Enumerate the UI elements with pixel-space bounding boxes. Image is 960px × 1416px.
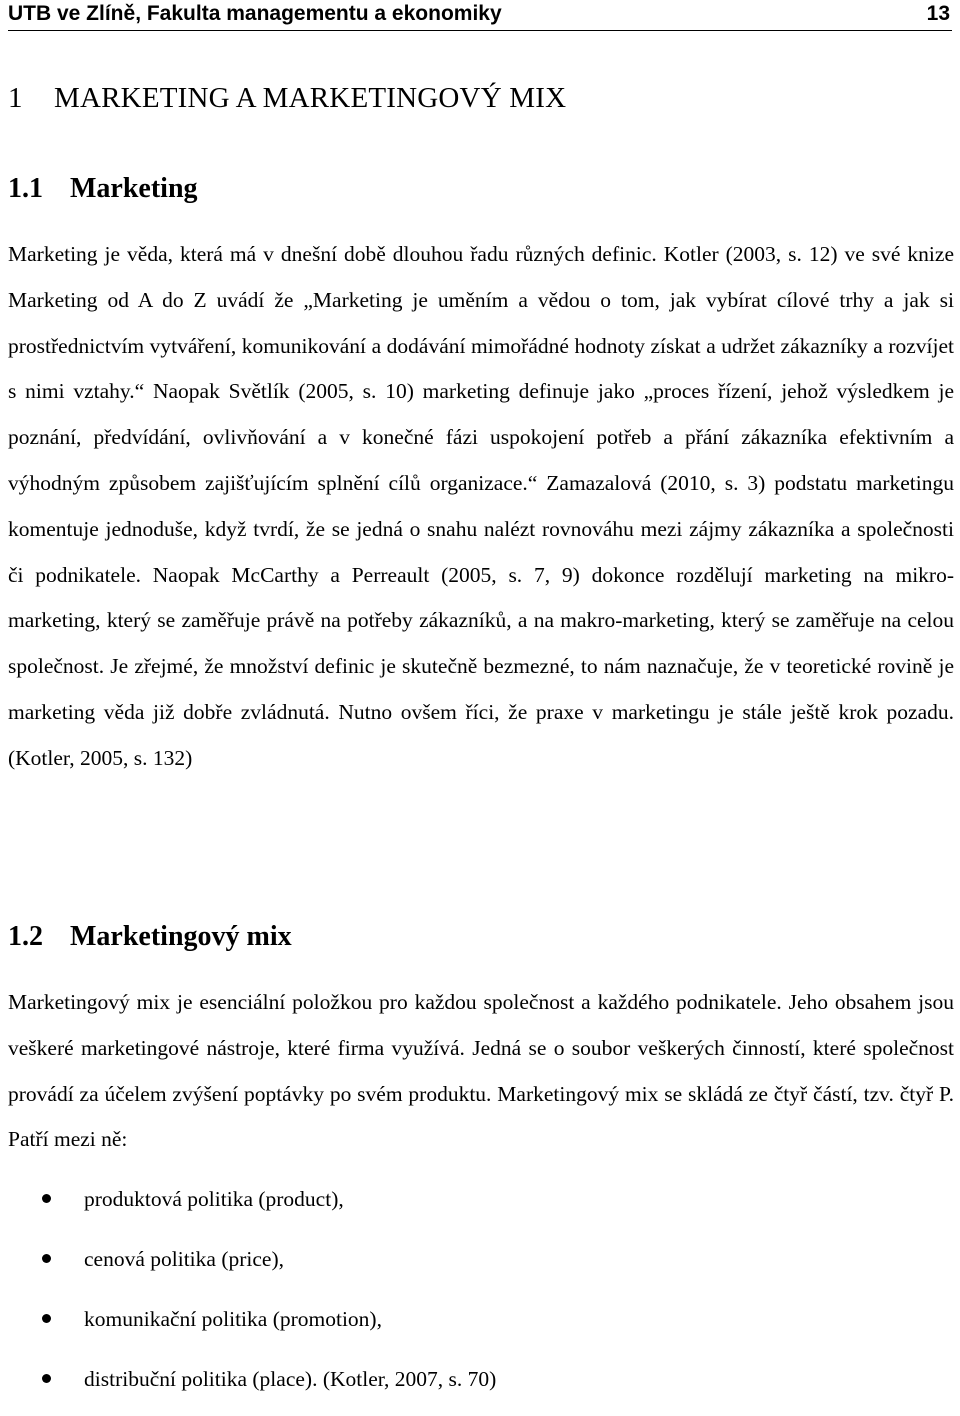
four-p-list bbox=[8, 1176, 496, 1416]
running-header bbox=[8, 0, 952, 31]
bullet-icon bbox=[42, 1194, 51, 1203]
section-number-1-2: 1.2 bbox=[8, 921, 43, 952]
header-institution: UTB ve Zlíně, Fakulta managementu a ekonomiky bbox=[8, 2, 502, 25]
chapter-title: MARKETING A MARKETINGOVÝ MIX bbox=[54, 82, 567, 114]
list-item bbox=[8, 1176, 496, 1236]
chapter-heading bbox=[8, 80, 566, 116]
bullet-icon bbox=[42, 1374, 51, 1383]
list-item bbox=[8, 1296, 496, 1356]
list-item-text: distribuční politika (place). (Kotler, 2007, s. 70) bbox=[84, 1367, 497, 1391]
list-item-text: produktová politika (product), bbox=[84, 1187, 344, 1211]
chapter-number: 1 bbox=[8, 82, 23, 114]
section-title-1-1: Marketing bbox=[70, 173, 198, 204]
list-item-text: komunikační politika (promotion), bbox=[84, 1307, 382, 1331]
list-item-text: cenová politika (price), bbox=[84, 1247, 284, 1271]
paragraph-marketing: Marketing je věda, která má v dnešní době dlouhou řadu různých definic. Kotler (2003, s. 12) ve své knize Marketing od A do Z uvádí že „Marketing je uměním a vědou o tom, jak vybírat cílové trhy a jak si prostřednictvím vytváření, komunikování a dodávání mimořádné hodnoty získat a udržet zákazníky a rozvíjet s nimi vztahy.“ Naopak Světlík (2005, s. 10) marketing definuje jako „proces řízení, jehož výsledkem je poznání, předvídání, ovlivňování a v konečné fázi uspokojení potřeb a přání zákazníka efektivním a výhodným způsobem zajišťujícím splnění cílů organizace.“ Zamazalová (2010, s. 3) podstatu marketingu komentuje jednoduše, když tvrdí, že se jedná o snahu nalézt rovnováhu mezi zájmy zákazníka a společnosti či podnikatele. Naopak McCarthy a Perreault (2005, s. 7, 9) dokonce rozdělují marketing na mikro-marketing, který se zaměřuje právě na potřeby zákazníků, a na makro-marketing, který se zaměřuje na celou společnost. Je zřejmé, že množství definic je skutečně bezmezné, to nám naznačuje, že v teoretické rovině je marketing věda již dobře zvládnutá. Nutno ovšem říci, že praxe v marketingu je stále ještě krok pozadu. (Kotler, 2005, s. 132) bbox=[8, 242, 954, 770]
paragraph-marketing-mix: Marketingový mix je esenciální položkou pro každou společnost a každého podnikatele. Jeho obsahem jsou veškeré marketingové nástroje, které firma využívá. Jedná se o soubor veškerých činností, které společnost provádí za účelem zvýšení poptávky po svém produktu. Marketingový mix se skládá ze čtyř částí, tzv. čtyř P. Patří mezi ně: bbox=[8, 990, 954, 1152]
section-title-1-2: Marketingový mix bbox=[70, 921, 292, 952]
bullet-icon bbox=[42, 1254, 51, 1263]
bullet-icon bbox=[42, 1314, 51, 1323]
list-item bbox=[8, 1356, 496, 1416]
section-number-1-1: 1.1 bbox=[8, 173, 43, 204]
list-item bbox=[8, 1236, 496, 1296]
section-heading-1-1 bbox=[8, 172, 198, 206]
header-page-number: 13 bbox=[926, 2, 950, 25]
section-heading-1-2 bbox=[8, 920, 292, 954]
